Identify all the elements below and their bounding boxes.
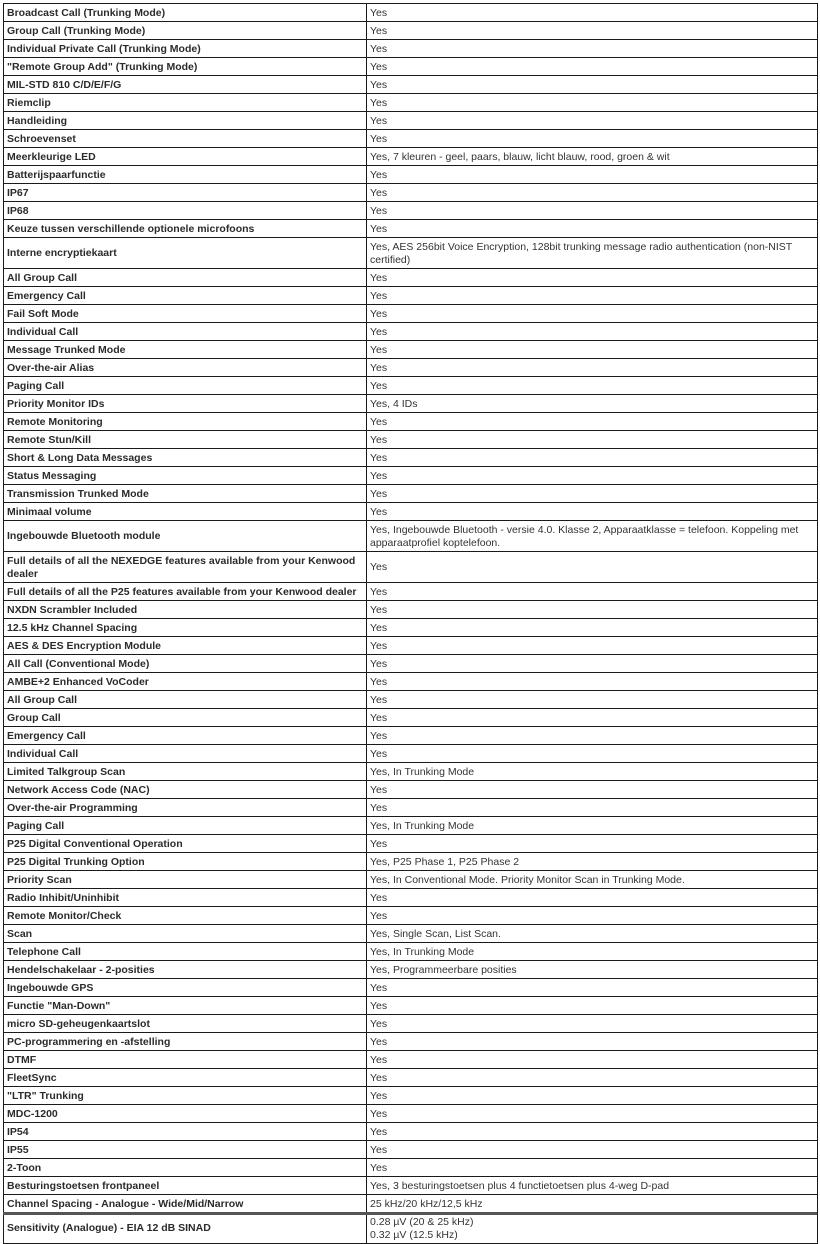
spec-label: Individual Private Call (Trunking Mode) [4,40,367,58]
table-row [4,1177,818,1195]
table-row [4,431,818,449]
spec-label: Limited Talkgroup Scan [4,763,367,781]
spec-value: Yes [367,889,818,907]
table-row [4,619,818,637]
spec-label: Priority Scan [4,871,367,889]
spec-value: Yes [367,269,818,287]
spec-label: MDC-1200 [4,1105,367,1123]
spec-value: Yes [367,112,818,130]
spec-label: IP55 [4,1141,367,1159]
spec-value: Yes [367,709,818,727]
spec-value: Yes [367,907,818,925]
table-row [4,202,818,220]
spec-value: Yes [367,467,818,485]
spec-label: IP68 [4,202,367,220]
spec-label: "Remote Group Add" (Trunking Mode) [4,58,367,76]
table-row [4,655,818,673]
spec-label: Ingebouwde Bluetooth module [4,521,367,552]
spec-value: Yes [367,323,818,341]
spec-label: DTMF [4,1051,367,1069]
spec-label: IP67 [4,184,367,202]
spec-label: 2-Toon [4,1159,367,1177]
table-row [4,503,818,521]
spec-label: Individual Call [4,745,367,763]
table-row [4,269,818,287]
spec-value: Yes, 3 besturingstoetsen plus 4 functietoetsen plus 4-weg D-pad [367,1177,818,1195]
spec-value: Yes [367,431,818,449]
spec-label: Remote Stun/Kill [4,431,367,449]
table-bottom-edge [3,1212,817,1215]
table-row [4,1123,818,1141]
spec-table-body [4,4,818,1244]
spec-value: Yes [367,377,818,395]
table-row [4,1159,818,1177]
spec-value: Yes [367,341,818,359]
spec-label: Short & Long Data Messages [4,449,367,467]
spec-label: AMBE+2 Enhanced VoCoder [4,673,367,691]
spec-label: Group Call [4,709,367,727]
spec-table [3,3,818,1244]
spec-value: Yes [367,22,818,40]
spec-value: Yes [367,1141,818,1159]
spec-value: Yes, In Trunking Mode [367,763,818,781]
spec-label: PC-programmering en -afstelling [4,1033,367,1051]
table-row [4,305,818,323]
table-row [4,871,818,889]
spec-value: Yes [367,58,818,76]
spec-value: Yes [367,1015,818,1033]
spec-label: Message Trunked Mode [4,341,367,359]
spec-label: Broadcast Call (Trunking Mode) [4,4,367,22]
spec-label: Hendelschakelaar - 2-posities [4,961,367,979]
spec-label: Telephone Call [4,943,367,961]
table-row [4,745,818,763]
table-row [4,583,818,601]
table-row [4,799,818,817]
table-row [4,961,818,979]
spec-value: Yes [367,1033,818,1051]
spec-label: Handleiding [4,112,367,130]
spec-value: Yes [367,637,818,655]
spec-value: Yes [367,601,818,619]
spec-label: Transmission Trunked Mode [4,485,367,503]
spec-label: Emergency Call [4,727,367,745]
table-row [4,184,818,202]
spec-label: MIL-STD 810 C/D/E/F/G [4,76,367,94]
spec-label: All Group Call [4,691,367,709]
spec-value: Yes [367,202,818,220]
spec-value: Yes [367,835,818,853]
table-row [4,817,818,835]
table-row [4,238,818,269]
spec-label: Status Messaging [4,467,367,485]
spec-value: Yes, In Trunking Mode [367,943,818,961]
spec-label: Over-the-air Alias [4,359,367,377]
spec-label: Full details of all the NEXEDGE features available from your Kenwood dealer [4,552,367,583]
table-row [4,395,818,413]
spec-value: Yes [367,619,818,637]
spec-value: Yes [367,583,818,601]
table-row [4,673,818,691]
spec-label: P25 Digital Conventional Operation [4,835,367,853]
spec-value: Yes, In Trunking Mode [367,817,818,835]
table-row [4,1087,818,1105]
spec-label: Network Access Code (NAC) [4,781,367,799]
spec-value: Yes [367,781,818,799]
spec-label: Paging Call [4,817,367,835]
spec-label: AES & DES Encryption Module [4,637,367,655]
table-row [4,727,818,745]
spec-label: Individual Call [4,323,367,341]
spec-value: Yes [367,220,818,238]
spec-label: Fail Soft Mode [4,305,367,323]
spec-label: Over-the-air Programming [4,799,367,817]
table-row [4,601,818,619]
spec-label: Priority Monitor IDs [4,395,367,413]
spec-label: Full details of all the P25 features available from your Kenwood dealer [4,583,367,601]
table-row [4,1195,818,1213]
spec-label: All Call (Conventional Mode) [4,655,367,673]
spec-value: Yes [367,305,818,323]
spec-value: Yes [367,673,818,691]
table-row [4,1051,818,1069]
spec-value: Yes [367,655,818,673]
spec-label: Meerkleurige LED [4,148,367,166]
table-row [4,287,818,305]
spec-label: micro SD-geheugenkaartslot [4,1015,367,1033]
spec-label: Keuze tussen verschillende optionele microfoons [4,220,367,238]
spec-label: Interne encryptiekaart [4,238,367,269]
table-row [4,323,818,341]
spec-label: Remote Monitor/Check [4,907,367,925]
spec-label: Functie "Man-Down" [4,997,367,1015]
table-row [4,997,818,1015]
spec-value: Yes [367,1159,818,1177]
table-row [4,763,818,781]
spec-value: Yes [367,503,818,521]
spec-value: Yes, In Conventional Mode. Priority Monitor Scan in Trunking Mode. [367,871,818,889]
spec-value: Yes [367,745,818,763]
spec-value: Yes [367,1051,818,1069]
spec-value: Yes [367,40,818,58]
table-row [4,637,818,655]
table-row [4,1033,818,1051]
spec-label: 12.5 kHz Channel Spacing [4,619,367,637]
table-row [4,76,818,94]
spec-label: Emergency Call [4,287,367,305]
table-row [4,1069,818,1087]
table-row [4,377,818,395]
spec-label: Batterijspaarfunctie [4,166,367,184]
spec-value: Yes, Single Scan, List Scan. [367,925,818,943]
table-row [4,4,818,22]
table-row [4,709,818,727]
table-row [4,1015,818,1033]
spec-label: P25 Digital Trunking Option [4,853,367,871]
table-row [4,449,818,467]
spec-label: Paging Call [4,377,367,395]
spec-label: Sensitivity (Analogue) - EIA 12 dB SINAD [4,1213,367,1244]
table-row [4,467,818,485]
spec-value: 0.28 µV (20 & 25 kHz) 0.32 µV (12.5 kHz) [367,1213,818,1244]
spec-label: All Group Call [4,269,367,287]
table-row [4,781,818,799]
spec-value: Yes [367,359,818,377]
table-row [4,925,818,943]
table-row [4,521,818,552]
spec-label: "LTR" Trunking [4,1087,367,1105]
spec-value: Yes [367,1123,818,1141]
table-row [4,130,818,148]
spec-value: Yes [367,552,818,583]
spec-value: Yes [367,979,818,997]
table-row [4,22,818,40]
spec-label: Minimaal volume [4,503,367,521]
spec-value: Yes [367,1069,818,1087]
table-row [4,220,818,238]
table-row [4,1213,818,1244]
spec-value: Yes, 4 IDs [367,395,818,413]
spec-label: Ingebouwde GPS [4,979,367,997]
spec-value: Yes [367,799,818,817]
spec-label: Group Call (Trunking Mode) [4,22,367,40]
table-row [4,112,818,130]
table-row [4,943,818,961]
spec-label: NXDN Scrambler Included [4,601,367,619]
table-row [4,835,818,853]
spec-value: Yes [367,130,818,148]
spec-value: Yes [367,4,818,22]
table-row [4,148,818,166]
spec-label: Channel Spacing - Analogue - Wide/Mid/Narrow [4,1195,367,1213]
table-row [4,907,818,925]
table-row [4,1141,818,1159]
spec-value: 25 kHz/20 kHz/12,5 kHz [367,1195,818,1213]
spec-label: IP54 [4,1123,367,1141]
table-row [4,341,818,359]
spec-value: Yes [367,449,818,467]
spec-value: Yes [367,413,818,431]
spec-value: Yes [367,997,818,1015]
spec-label: Radio Inhibit/Uninhibit [4,889,367,907]
table-row [4,485,818,503]
spec-value: Yes, 7 kleuren - geel, paars, blauw, licht blauw, rood, groen & wit [367,148,818,166]
spec-value: Yes [367,691,818,709]
table-row [4,413,818,431]
spec-label: Remote Monitoring [4,413,367,431]
table-row [4,1105,818,1123]
spec-value: Yes, Programmeerbare posities [367,961,818,979]
spec-label: FleetSync [4,1069,367,1087]
spec-value: Yes, P25 Phase 1, P25 Phase 2 [367,853,818,871]
table-row [4,552,818,583]
spec-value: Yes [367,1087,818,1105]
table-row [4,979,818,997]
spec-label: Schroevenset [4,130,367,148]
spec-value: Yes [367,727,818,745]
table-row [4,40,818,58]
spec-value: Yes [367,485,818,503]
table-row [4,889,818,907]
spec-value: Yes [367,166,818,184]
table-row [4,853,818,871]
spec-label: Riemclip [4,94,367,112]
spec-value: Yes [367,76,818,94]
table-row [4,359,818,377]
spec-value: Yes [367,287,818,305]
table-row [4,166,818,184]
spec-value: Yes [367,1105,818,1123]
table-row [4,94,818,112]
spec-label: Scan [4,925,367,943]
spec-value: Yes [367,184,818,202]
table-row [4,691,818,709]
spec-value: Yes, Ingebouwde Bluetooth - versie 4.0. Klasse 2, Apparaatklasse = telefoon. Koppeling met apparaatprofiel koptelefoon. [367,521,818,552]
spec-value: Yes [367,94,818,112]
spec-label: Besturingstoetsen frontpaneel [4,1177,367,1195]
table-row [4,58,818,76]
spec-value: Yes, AES 256bit Voice Encryption, 128bit trunking message radio authentication (non-NIST certified) [367,238,818,269]
